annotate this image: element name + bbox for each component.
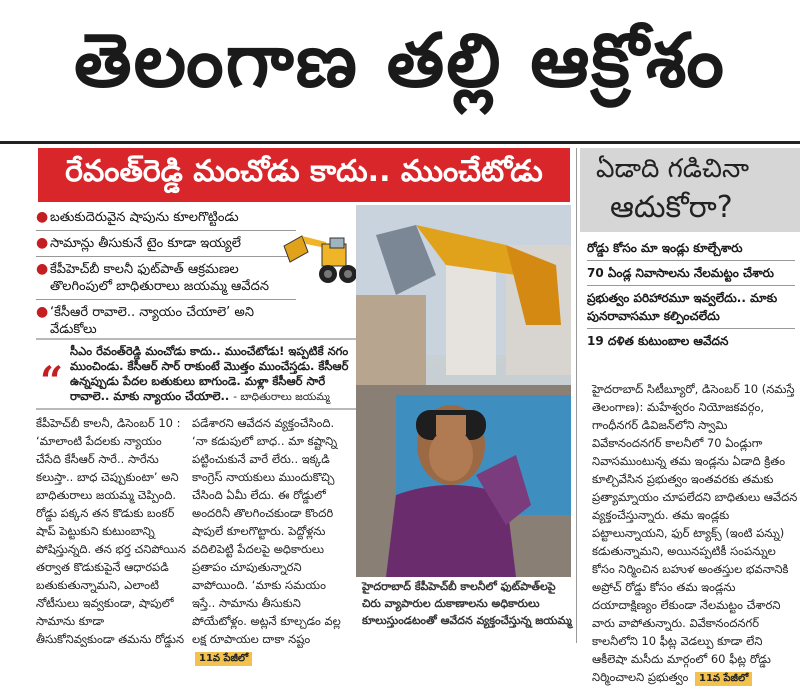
- bullet-dot-icon: ●: [36, 235, 49, 251]
- bullet-item: [36, 300, 296, 342]
- bullet-text: ‘కేసీఆరే రావాలె.. న్యాయం చేయాలె’ అని వేడుకోలు: [50, 305, 254, 337]
- bullet-dot-icon: ●: [36, 304, 49, 320]
- right-story-title-line1: ఏడాది గడిచినా: [596, 154, 749, 184]
- bullet-dot-icon: ●: [36, 209, 49, 225]
- article-body-col1: కేపీహెచ్‌బీ కాలనీ, డిసెంబర్ 10 : ‘మాలాంటి పేదలకు న్యాయం చేసేది కేసీఆర్ సారే.. సారేను కలుస్తా.. బాధ చెప్పుకుంటా’ అని బాధితురాలు జయమ్మ చెప్పింది. రోడ్డు పక్కన తన కొడుకు బంకర్ షాప్ పెట్టుకుని కుటుంబాన్ని పోషిస్తున్నది. తన భర్త చనిపోయిన తర్వాత కొడుకుపైనే ఆధారపడి బతుకుతున్నామని, ఎలాంటి నోటీసులు ఇవ్వకుండా, షాపులో సామాను కూడా తీసుకోనివ్వకుండా తమను రోడ్డున: [36, 416, 186, 646]
- bullet-item: [36, 257, 296, 300]
- sub-headline-banner: రేవంత్‌రెడ్డి మంచోడు కాదు.. ముంచేటోడు: [38, 148, 570, 202]
- highlight-line: 19 దళిత కుటుంబాల ఆవేదన: [587, 334, 729, 348]
- photo-caption: హైదరాబాద్ కేపీహెచ్‌బీ కాలనీలో ఫుట్‌పాత్‌లపై చిరు వ్యాపారుల దుకాణాలను అధికారులు కూలుస్తుండటంతో ఆవేదన వ్యక్తంచేస్తున్న జయమ్మ: [362, 580, 572, 627]
- headline-rule: [0, 141, 800, 144]
- quote-attribution: - బాధితురాలు జయమ్మ: [233, 391, 330, 403]
- bullet-text: సామాన్లు తీసుకునే టైం కూడా ఇయ్యలే: [50, 236, 241, 251]
- highlight-line: రోడ్డు కోసం మా ఇండ్లు కూల్చేశారు: [587, 236, 795, 261]
- highlight-line: ప్రభుత్వం పరిహారమూ ఇవ్వలేదు.. మాకు పునరావాసమూ కల్పించలేదు: [587, 286, 795, 329]
- right-story-header: [580, 148, 800, 232]
- news-photo: [356, 205, 571, 577]
- bullet-list: [36, 205, 296, 342]
- highlight-line: 70 ఏండ్ల నివాసాలను నేలమట్టం చేశారు: [587, 261, 795, 286]
- right-story-highlights: [587, 236, 795, 353]
- right-story-body: హైదరాబాద్ సిటీబ్యూరో, డిసెంబర్ 10 (నమస్తే తెలంగాణ): మహేశ్వరం నియోజకవర్గం, గాంధీనగర్ డివిజన్‌లోని స్వామి వివేకానందనగర్ కాలనీలో 70 ఏండ్లుగా నివాసముంటున్న తమ ఇండ్లను ఏడాది క్రితం కూల్చివేసిన ప్రభుత్వం ఇంతవరకు తమకు ప్రత్యామ్నాయం చూపలేదని బాధితులు ఆవేదన వ్యక్తంచేస్తున్నారు. తమ ఇండ్లకు పట్టాలున్నాయని, ఫుర్ ట్యాక్స్ (ఇంటి పన్ను) కడుతున్నామని, అయినప్పటికీ సంపన్నుల కోసం నిర్మించిన బహుళ అంతస్తుల భవనానికి అప్రోచ్ రోడ్డు కోసం తమ ఇండ్లను దయాదాక్షిణ్యం లేకుండా నేలమట్టం చేశారని వారు వాపోతున్నారు. వివేకానందనగర్ కాలనీలోని 10 ఫీట్ల వెడల్పు కూడా లేని ఆకీలెషా మసీదు మార్గంలో 60 ఫీట్ల రోడ్డు నిర్మించాలని ప్రభుత్వం 11వ పేజీలో: [592, 382, 798, 684]
- pull-quote: [36, 338, 356, 410]
- bullet-dot-icon: ●: [36, 261, 49, 277]
- article-body-col2: పడేశారని ఆవేదన వ్యక్తంచేసింది. ‘నా కడుపులో బాధ.. మా కష్టాన్ని పట్టించుకునే వారే లేరు.. ఇక్కడి కాంగ్రెస్ నాయకులు ముందుకొచ్చి చేసింది ఏమీ లేదు. ఈ రోడ్డులో అందరినీ తొలగించకుండా కొందరి షాపులే కూలగొట్టారు. పెద్దోళ్లను వదిలిపెట్టి పేదలపై అధికారులు ప్రతాపం చూపుతున్నారని వాపోయింది. ‘మాకు సమయం ఇస్తే.. సామాను తీసుకుని పోయేటోళ్లం. అట్లనే కూల్చడం వల్ల లక్ష రూపాయల దాకా నష్టం 11వ పేజీలో: [192, 416, 341, 664]
- bullet-item: [36, 205, 296, 231]
- bulldozer-illustration: [282, 222, 360, 286]
- bullet-text: కేపీహెచ్‌బీ కాలనీ ఫుట్‌పాత్ ఆక్రమణల తొలగింపులో బాధితురాలు జయమ్మ ఆవేదన: [50, 262, 269, 294]
- continued-page-tag: 11వ పేజీలో: [195, 652, 252, 666]
- headline: తెలంగాణ తల్లి ఆక్రోశం: [74, 18, 726, 104]
- continued-page-tag: 11వ పేజీలో: [695, 672, 752, 686]
- photo-illustration: [356, 205, 571, 577]
- bullet-text: బతుకుదెరువైన షాపును కూలగొట్టిండు: [50, 210, 239, 225]
- bullet-item: [36, 231, 296, 257]
- quote-text: సీఎం రేవంత్‌రెడ్డి మంచోడు కాదు.. ముంచేటోడు! ఇప్పటికే నగం ముంచిండు. కేసీఆర్ సార్ రాకుంటే మొత్తం ముంచేస్తడు. కేసీఆర్ ఉన్నప్పుడు పేదల బతుకులు బాగుండె. మళ్లా కేసీఆర్ సారే రావాలె.. మాకు న్యాయం చేయాలె.. - బాధితురాలు జయమ్మ: [70, 344, 349, 403]
- right-story-title-line2: ఆదుకోరా?: [610, 190, 733, 225]
- quote-mark-icon: “: [40, 358, 64, 405]
- column-divider: [576, 148, 577, 643]
